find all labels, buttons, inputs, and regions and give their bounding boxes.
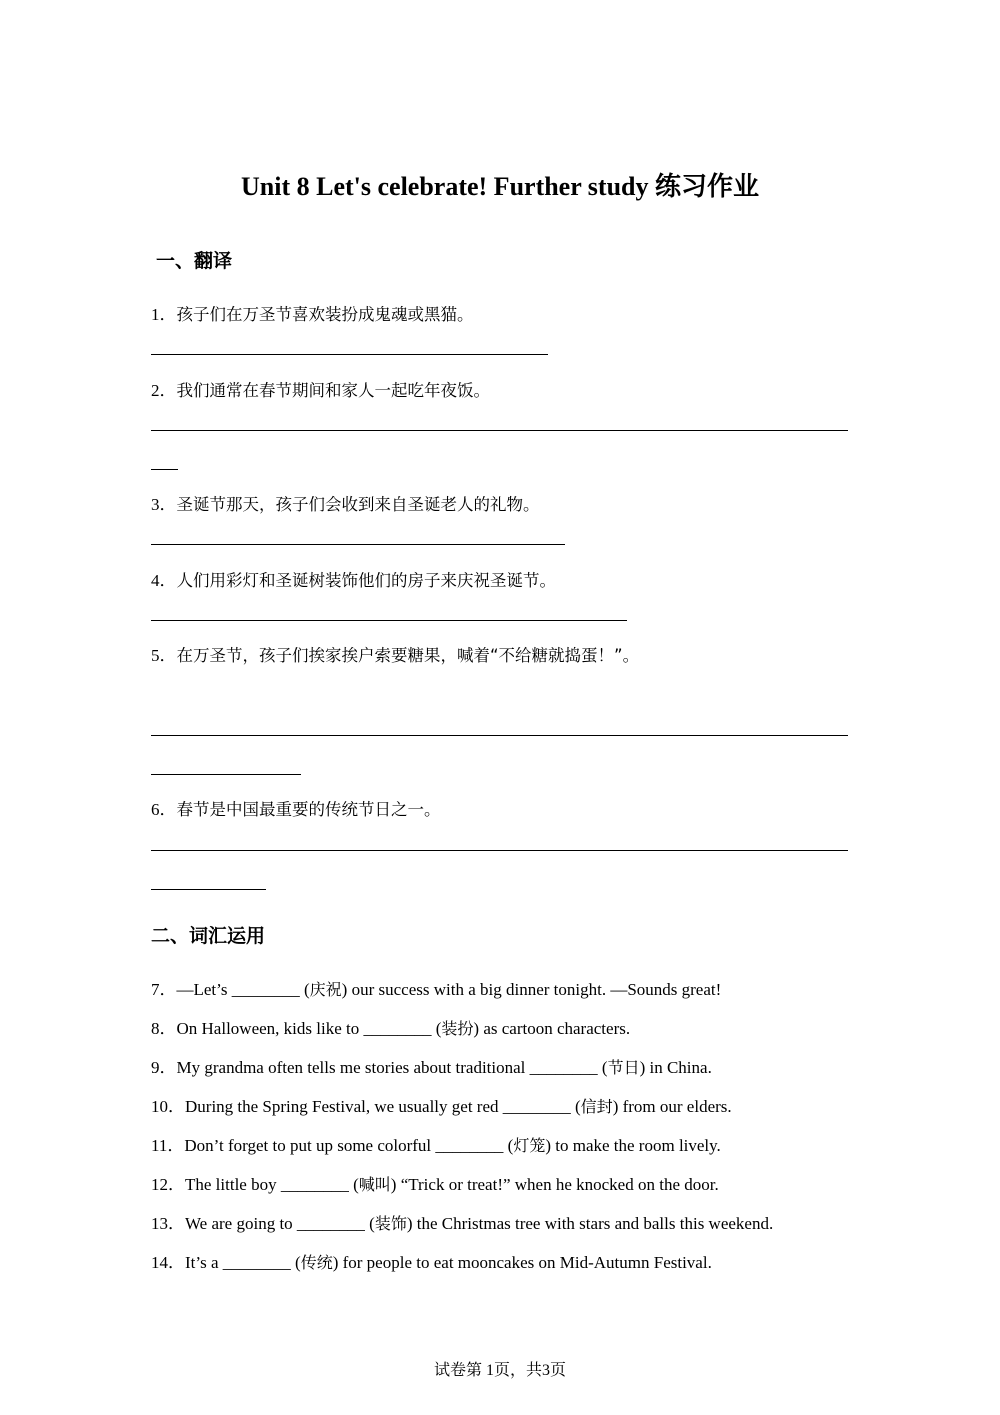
question-text-before: On Halloween, kids like to ________ (: [176, 1019, 442, 1038]
answer-line: [151, 354, 548, 355]
chinese-hint: 装饰: [374, 1214, 407, 1233]
translation-question-4: [151, 566, 556, 591]
question-text-after: ) for people to eat mooncakes on Mid-Autumn Festival.: [332, 1253, 712, 1272]
question-number: 11．: [151, 1136, 185, 1155]
question-number: 5．: [151, 646, 177, 665]
question-text-after: ) “Trick or treat!” when he knocked on the door.: [390, 1175, 719, 1194]
question-number: 13．: [151, 1214, 185, 1233]
question-text-before: We are going to ________ (: [185, 1214, 375, 1233]
question-text: 在万圣节，孩子们挨家挨户索要糖果，喊着“不给糖就捣蛋！”。: [176, 646, 640, 665]
answer-line: [151, 620, 627, 621]
answer-line: [151, 774, 301, 775]
question-text-after: ) to make the room lively.: [545, 1136, 721, 1155]
answer-line: [151, 735, 848, 736]
translation-question-3: [151, 490, 540, 515]
chinese-hint: 装扮: [441, 1019, 474, 1038]
vocabulary-question-7: [151, 975, 721, 1000]
question-number: 9．: [151, 1058, 177, 1077]
question-number: 10．: [151, 1097, 185, 1116]
section-heading-vocabulary: 二、词汇运用: [151, 925, 266, 947]
question-text: 春节是中国最重要的传统节日之一。: [176, 800, 441, 819]
page-title: Unit 8 Let's celebrate! Further study 练习作业: [240, 172, 759, 201]
answer-line: [151, 889, 266, 890]
question-text-after: ) in China.: [639, 1058, 712, 1077]
question-number: 4．: [151, 571, 177, 590]
translation-question-1: [151, 300, 474, 325]
answer-line: [151, 850, 848, 851]
question-number: 2．: [151, 381, 177, 400]
question-text-before: During the Spring Festival, we usually get red ________ (: [185, 1097, 581, 1116]
chinese-hint: 信封: [580, 1097, 613, 1116]
answer-line: [151, 430, 848, 431]
question-number: 3．: [151, 495, 177, 514]
chinese-hint: 传统: [300, 1253, 333, 1272]
question-text-before: —Let’s ________ (: [176, 980, 310, 999]
question-text: 人们用彩灯和圣诞树装饰他们的房子来庆祝圣诞节。: [176, 571, 556, 590]
section-heading-translation: 一、翻译: [156, 250, 233, 272]
chinese-hint: 喊叫: [358, 1175, 391, 1194]
vocabulary-question-10: [151, 1092, 732, 1117]
translation-question-6: [151, 795, 441, 820]
chinese-hint: 灯笼: [513, 1136, 546, 1155]
question-text-after: ) our success with a big dinner tonight. —Sounds great!: [341, 980, 722, 999]
question-text-before: The little boy ________ (: [185, 1175, 359, 1194]
question-number: 7．: [151, 980, 177, 999]
question-text: 孩子们在万圣节喜欢装扮成鬼魂或黑猫。: [176, 305, 474, 324]
question-text-after: ) the Christmas tree with stars and balls this weekend.: [406, 1214, 774, 1233]
page-footer: 试卷第 1页，共3页: [433, 1362, 566, 1379]
chinese-hint: 庆祝: [309, 980, 342, 999]
question-number: 6．: [151, 800, 177, 819]
question-number: 14．: [151, 1253, 185, 1272]
vocabulary-question-14: [151, 1248, 712, 1273]
chinese-hint: 节日: [607, 1058, 640, 1077]
question-text: 我们通常在春节期间和家人一起吃年夜饭。: [176, 381, 490, 400]
question-text-after: ) from our elders.: [612, 1097, 732, 1116]
answer-line: [151, 469, 178, 470]
question-text: 圣诞节那天，孩子们会收到来自圣诞老人的礼物。: [176, 495, 540, 514]
translation-question-2: [151, 376, 490, 401]
vocabulary-question-12: [151, 1170, 719, 1195]
question-number: 8．: [151, 1019, 177, 1038]
vocabulary-question-8: [151, 1014, 630, 1039]
question-text-before: My grandma often tells me stories about traditional ________ (: [176, 1058, 608, 1077]
question-text-after: ) as cartoon characters.: [473, 1019, 631, 1038]
question-text-before: It’s a ________ (: [185, 1253, 301, 1272]
question-number: 1．: [151, 305, 177, 324]
answer-line: [151, 544, 565, 545]
question-text-before: Don’t forget to put up some colorful ________ (: [184, 1136, 514, 1155]
translation-question-5: [151, 641, 639, 666]
vocabulary-question-11: [151, 1131, 721, 1156]
vocabulary-question-13: [151, 1209, 773, 1234]
question-number: 12．: [151, 1175, 185, 1194]
vocabulary-question-9: [151, 1053, 712, 1078]
